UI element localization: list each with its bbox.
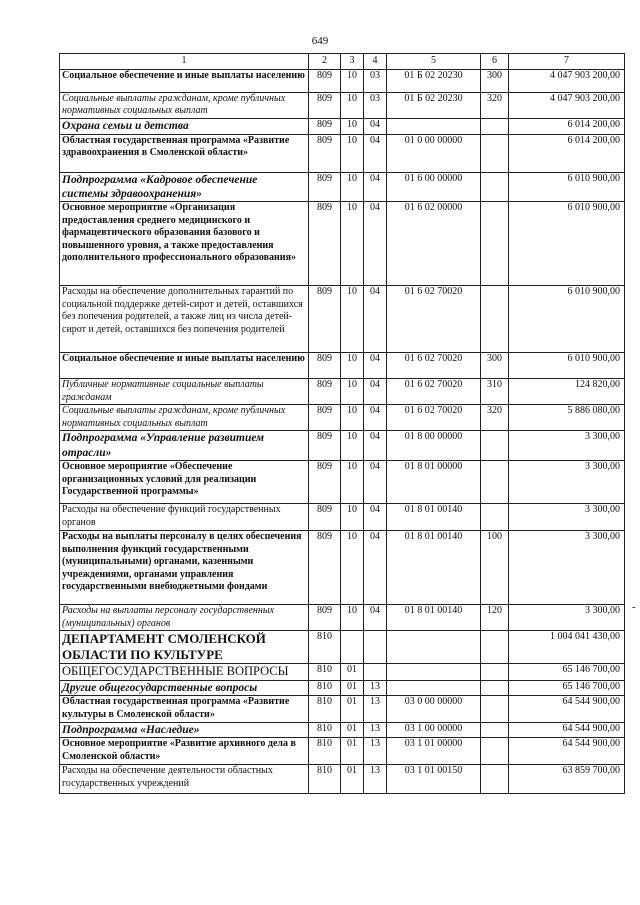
section-code-cell: 01 [341,696,364,723]
amount-cell: 64 544 900,00 [509,723,625,738]
target-article-cell [387,680,481,695]
page-number: 649 [311,35,329,47]
row-name-cell: Основное мероприятие «Организация предоставления среднего медицинского и фармацевтического образования базового и повышенного уровня, а также предоставления дополнительного профессионального образования» [60,202,309,286]
column-header: 7 [509,54,625,70]
section-code-cell: 10 [341,353,364,379]
row-name-cell: Основное мероприятие «Обеспечение организационных условий для реализации Государственной программы» [60,461,309,504]
ministry-code-cell: 809 [309,134,341,172]
section-code-cell: 10 [341,605,364,631]
table-row [60,286,625,353]
section-code-cell: 10 [341,172,364,202]
expense-type-cell: 300 [481,69,509,92]
table-row [60,696,625,723]
amount-cell: 3 300,00 [509,531,625,605]
section-code-cell: 01 [341,738,364,765]
table-row [60,69,625,92]
ministry-code-cell: 810 [309,765,341,794]
row-name-cell: Подпрограмма «Кадровое обеспечение системы здравоохранения» [60,172,309,202]
amount-cell: 124 820,00 [509,379,625,405]
subsection-code-cell: 04 [364,353,387,379]
subsection-code-cell: 04 [364,405,387,431]
subsection-code-cell: 04 [364,504,387,531]
subsection-code-cell [364,631,387,664]
row-name-cell: Подпрограмма «Наследие» [60,723,309,738]
amount-cell: 6 010 900,00 [509,202,625,286]
table-row [60,172,625,202]
amount-cell: 6 010 900,00 [509,286,625,353]
row-name-cell: Публичные нормативные социальные выплаты гражданам [60,379,309,405]
ministry-code-cell: 810 [309,664,341,681]
expense-type-cell: 300 [481,353,509,379]
amount-cell: 64 544 900,00 [509,738,625,765]
table-row [60,765,625,794]
table-row [60,431,625,461]
budget-table [59,53,625,794]
amount-cell: 5 886 080,00 [509,405,625,431]
table-row [60,680,625,695]
subsection-code-cell: 04 [364,202,387,286]
column-header: 1 [60,54,309,70]
subsection-code-cell: 03 [364,92,387,118]
row-name-cell: ОБЩЕГОСУДАРСТВЕННЫЕ ВОПРОСЫ [60,664,309,681]
expense-type-cell [481,723,509,738]
ministry-code-cell: 809 [309,202,341,286]
expense-type-cell: 310 [481,379,509,405]
target-article-cell: 01 0 00 00000 [387,134,481,172]
ministry-code-cell: 809 [309,461,341,504]
subsection-code-cell: 13 [364,723,387,738]
section-code-cell [341,631,364,664]
amount-cell: 3 300,00 [509,504,625,531]
section-code-cell: 10 [341,431,364,461]
amount-cell: 3 300,00 [509,461,625,504]
amount-cell: 4 047 903 200,00 [509,92,625,118]
target-article-cell: 03 1 01 00000 [387,738,481,765]
table-row [60,723,625,738]
ministry-code-cell: 809 [309,69,341,92]
table-row [60,202,625,286]
amount-cell: 3 300,00 [509,431,625,461]
amount-cell: 1 004 041 430,00 [509,631,625,664]
table-row [60,461,625,504]
ministry-code-cell: 809 [309,605,341,631]
subsection-code-cell: 13 [364,696,387,723]
amount-cell: 3 300,00 [509,605,625,631]
ministry-code-cell: 809 [309,118,341,134]
section-code-cell: 01 [341,723,364,738]
target-article-cell: 03 1 01 00150 [387,765,481,794]
expense-type-cell [481,134,509,172]
row-name-cell: Областная государственная программа «Развитие здравоохранения в Смоленской области» [60,134,309,172]
expense-type-cell [481,202,509,286]
subsection-code-cell: 04 [364,461,387,504]
table-header-row [60,54,625,70]
amount-cell: 65 146 700,00 [509,664,625,681]
amount-cell: 4 047 903 200,00 [509,69,625,92]
target-article-cell: 01 6 00 00000 [387,172,481,202]
section-code-cell: 01 [341,765,364,794]
target-article-cell: 01 8 01 00140 [387,504,481,531]
target-article-cell [387,664,481,681]
table-row [60,738,625,765]
ministry-code-cell: 809 [309,172,341,202]
row-name-cell: Расходы на обеспечение функций государственных органов [60,504,309,531]
subsection-code-cell: 13 [364,765,387,794]
ministry-code-cell: 810 [309,696,341,723]
ministry-code-cell: 809 [309,531,341,605]
column-header: 6 [481,54,509,70]
section-code-cell: 10 [341,134,364,172]
subsection-code-cell [364,664,387,681]
row-name-cell: Подпрограмма «Управление развитием отрасли» [60,431,309,461]
ministry-code-cell: 810 [309,723,341,738]
table-row [60,504,625,531]
subsection-code-cell: 13 [364,738,387,765]
amount-cell: 6 014 200,00 [509,134,625,172]
expense-type-cell [481,696,509,723]
row-name-cell: Областная государственная программа «Развитие культуры в Смоленской области» [60,696,309,723]
row-name-cell: Основное мероприятие «Развитие архивного дела в Смоленской области» [60,738,309,765]
expense-type-cell [481,738,509,765]
row-name-cell: Расходы на обеспечение дополнительных гарантий по социальной поддержке детей-сирот и детей, оставшихся без попечения родителей, а также лиц из числа детей-сирот и детей, оставшихся без попечения родителей [60,286,309,353]
column-header: 5 [387,54,481,70]
row-name-cell: Социальные выплаты гражданам, кроме публичных нормативных социальных выплат [60,405,309,431]
subsection-code-cell: 04 [364,605,387,631]
subsection-code-cell: 13 [364,680,387,695]
target-article-cell: 01 8 01 00140 [387,605,481,631]
ministry-code-cell: 809 [309,379,341,405]
subsection-code-cell: 04 [364,379,387,405]
subsection-code-cell: 04 [364,286,387,353]
target-article-cell: 01 Б 02 20230 [387,69,481,92]
target-article-cell: 01 6 02 70020 [387,286,481,353]
table-row [60,92,625,118]
expense-type-cell [481,680,509,695]
expense-type-cell [481,765,509,794]
expense-type-cell [481,664,509,681]
margin-mark: - [632,601,636,613]
row-name-cell: Социальное обеспечение и иные выплаты населению [60,353,309,379]
row-name-cell: Социальные выплаты гражданам, кроме публичных нормативных социальных выплат [60,92,309,118]
row-name-cell: Охрана семьи и детства [60,118,309,134]
section-code-cell: 10 [341,379,364,405]
table-row [60,118,625,134]
section-code-cell: 10 [341,461,364,504]
table-row [60,379,625,405]
amount-cell: 6 010 900,00 [509,353,625,379]
subsection-code-cell: 04 [364,134,387,172]
table-row [60,531,625,605]
table-row [60,405,625,431]
amount-cell: 63 859 700,00 [509,765,625,794]
target-article-cell: 03 1 00 00000 [387,723,481,738]
ministry-code-cell: 810 [309,680,341,695]
table-row [60,134,625,172]
expense-type-cell [481,631,509,664]
expense-type-cell [481,504,509,531]
amount-cell: 64 544 900,00 [509,696,625,723]
amount-cell: 65 146 700,00 [509,680,625,695]
expense-type-cell: 320 [481,405,509,431]
table-row [60,605,625,631]
ministry-code-cell: 809 [309,92,341,118]
table-row [60,353,625,379]
ministry-code-cell: 809 [309,504,341,531]
ministry-code-cell: 809 [309,353,341,379]
subsection-code-cell: 03 [364,69,387,92]
ministry-code-cell: 809 [309,286,341,353]
table-row [60,631,625,664]
target-article-cell: 01 8 01 00000 [387,461,481,504]
subsection-code-cell: 04 [364,172,387,202]
target-article-cell: 01 6 02 70020 [387,379,481,405]
expense-type-cell [481,118,509,134]
column-header: 2 [309,54,341,70]
row-name-cell: ДЕПАРТАМЕНТ СМОЛЕНСКОЙ ОБЛАСТИ ПО КУЛЬТУРЕ [60,631,309,664]
expense-type-cell [481,461,509,504]
section-code-cell: 10 [341,202,364,286]
expense-type-cell [481,286,509,353]
ministry-code-cell: 810 [309,738,341,765]
section-code-cell: 10 [341,405,364,431]
section-code-cell: 10 [341,118,364,134]
row-name-cell: Расходы на обеспечение деятельности областных государственных учреждений [60,765,309,794]
subsection-code-cell: 04 [364,531,387,605]
target-article-cell: 01 6 02 70020 [387,405,481,431]
section-code-cell: 10 [341,531,364,605]
target-article-cell [387,118,481,134]
column-header: 3 [341,54,364,70]
column-header: 4 [364,54,387,70]
ministry-code-cell: 809 [309,405,341,431]
section-code-cell: 01 [341,664,364,681]
expense-type-cell [481,431,509,461]
expense-type-cell: 100 [481,531,509,605]
subsection-code-cell: 04 [364,118,387,134]
section-code-cell: 10 [341,286,364,353]
section-code-cell: 10 [341,92,364,118]
amount-cell: 6 010 900,00 [509,172,625,202]
ministry-code-cell: 810 [309,631,341,664]
target-article-cell: 01 8 00 00000 [387,431,481,461]
target-article-cell: 01 6 02 00000 [387,202,481,286]
row-name-cell: Расходы на выплаты персоналу государственных (муниципальных) органов [60,605,309,631]
section-code-cell: 01 [341,680,364,695]
amount-cell: 6 014 200,00 [509,118,625,134]
row-name-cell: Другие общегосударственные вопросы [60,680,309,695]
target-article-cell [387,631,481,664]
row-name-cell: Расходы на выплаты персоналу в целях обеспечения выполнения функций государственными (муниципальными) органами, казенными учреждениями, органами управления государственными внебюджетными фондами [60,531,309,605]
target-article-cell: 01 6 02 70020 [387,353,481,379]
subsection-code-cell: 04 [364,431,387,461]
expense-type-cell: 320 [481,92,509,118]
expense-type-cell [481,172,509,202]
section-code-cell: 10 [341,504,364,531]
row-name-cell: Социальное обеспечение и иные выплаты населению [60,69,309,92]
ministry-code-cell: 809 [309,431,341,461]
target-article-cell: 03 0 00 00000 [387,696,481,723]
target-article-cell: 01 Б 02 20230 [387,92,481,118]
section-code-cell: 10 [341,69,364,92]
table-row [60,664,625,681]
target-article-cell: 01 8 01 00140 [387,531,481,605]
expense-type-cell: 120 [481,605,509,631]
